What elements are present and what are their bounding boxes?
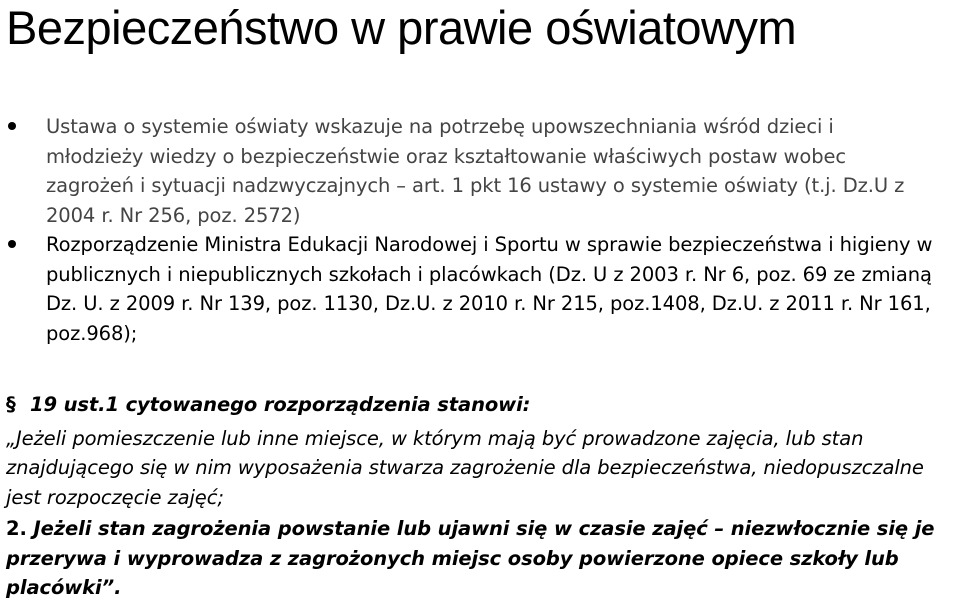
bullet-item-rozporzadzenie	[0, 230, 936, 348]
quote-paragraph-1: „Jeżeli pomieszczenie lub inne miejsce, w którym mają być prowadzone zajęcia, lub stan znajdującego się w nim wyposażenia stwarza zagrożenie dla bezpieczeństwa, niedopuszczalne jest rozpoczęcie zajęć;	[6, 426, 924, 509]
bullet-text: Rozporządzenie Ministra Edukacji Narodowej i Sportu w sprawie bezpieczeństwa i higieny w publicznych i niepublicznych szkołach i placówkach (Dz. U z 2003 r. Nr 6, poz. 69 ze zmianą Dz. U. z 2009 r. Nr 139, poz. 1130, Dz.U. z 2010 r. Nr 215, poz.1408, Dz.U. z 2011 r. Nr 161, poz.968);	[46, 233, 933, 345]
bullet-dot-icon	[8, 240, 16, 248]
section-heading	[6, 390, 956, 420]
paragraph-2-text: Jeżeli stan zagrożenia powstanie lub ujawni się w czasie zajęć – niezwłocznie się je przerywa i wyprowadza z zagrożonych miejsc osoby powierzone opiece szkoły lub placówki”.	[6, 517, 935, 599]
paragraph-2-number: 2.	[6, 517, 27, 540]
slide-title: Bezpieczeństwo w prawie oświatowym	[6, 1, 797, 54]
bullet-item-ustawa	[0, 112, 936, 230]
section-heading-text: 19 ust.1 cytowanego rozporządzenia stanowi:	[30, 393, 531, 416]
bullet-dot-icon	[8, 122, 16, 130]
regulation-quote	[6, 390, 956, 603]
quote-paragraph-2	[6, 514, 956, 603]
bullet-text: Ustawa o systemie oświaty wskazuje na potrzebę upowszechniania wśród dzieci i młodzieży wiedzy o bezpieczeństwie oraz kształtowanie właściwych postaw wobec zagrożeń i sytuacji nadzwyczajnych – art. 1 pkt 16 ustawy o systemie oświaty (t.j. Dz.U z 2004 r. Nr 256, poz. 2572)	[46, 115, 905, 227]
paragraph-sign-icon: §	[6, 393, 16, 416]
bullet-list	[0, 112, 960, 348]
